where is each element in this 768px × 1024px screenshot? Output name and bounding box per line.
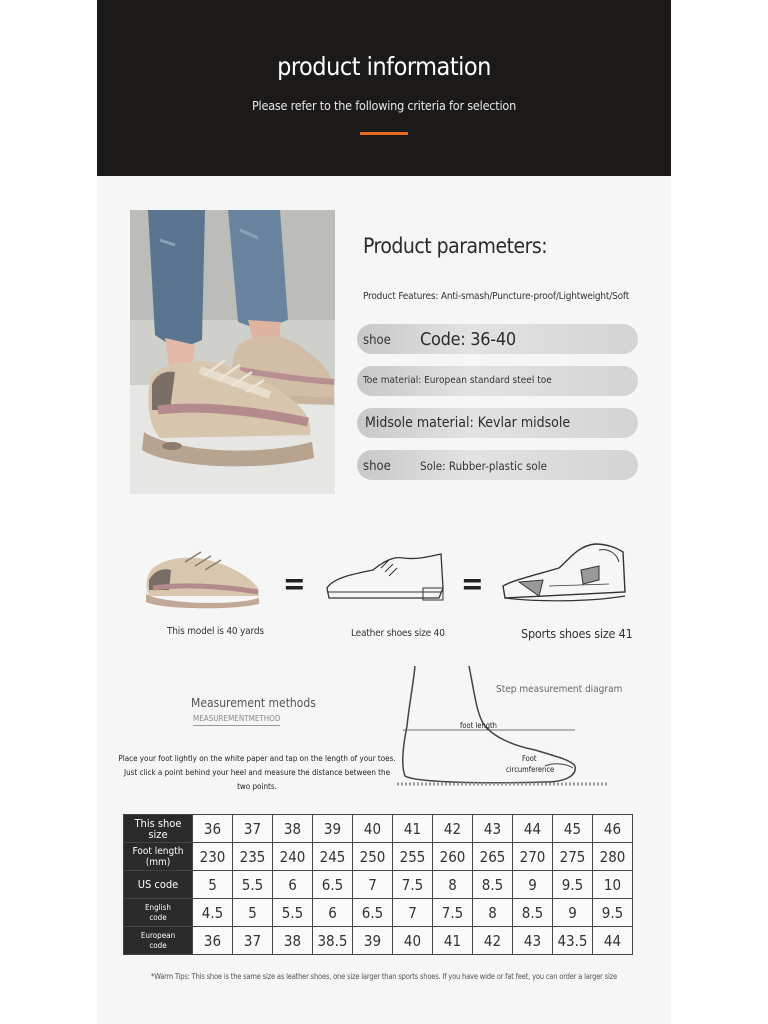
sneaker-photo-icon	[143, 540, 263, 614]
table-row	[124, 899, 633, 927]
table-cell: 7	[353, 871, 393, 899]
row-header	[124, 927, 193, 955]
table-cell: 5.5	[233, 871, 273, 899]
table-cell: 37	[233, 927, 273, 955]
product-photo	[130, 210, 335, 494]
row-header-line: code	[149, 912, 167, 922]
sole-label: shoe	[363, 459, 391, 474]
table-cell: 38	[273, 927, 313, 955]
table-cell: 43	[513, 927, 553, 955]
page-title: product information	[277, 52, 491, 81]
measurement-instruction-2: Just click a point behind your heel and measure the distance between the two points.	[124, 768, 390, 791]
table-cell: 6	[313, 899, 353, 927]
table-cell: 9.5	[593, 899, 633, 927]
toe-material: Toe material: European standard steel toe	[363, 375, 552, 386]
caption-leather-shoes: Leather shoes size 40	[351, 628, 445, 639]
table-cell: 36	[193, 927, 233, 955]
table-cell: 40	[353, 815, 393, 843]
header-banner	[97, 0, 671, 176]
table-cell: 39	[353, 927, 393, 955]
table-cell: 5.5	[273, 899, 313, 927]
table-cell: 275	[553, 843, 593, 871]
params-title: Product parameters:	[363, 234, 548, 258]
param-sole	[357, 450, 638, 480]
midsole-material: Midsole material: Kevlar midsole	[365, 415, 571, 431]
table-cell: 4.5	[193, 899, 233, 927]
measurement-subtitle: MEASUREMENTMETHOD	[193, 714, 280, 726]
row-header-line: code	[149, 940, 167, 950]
table-cell: 245	[313, 843, 353, 871]
table-cell: 8.5	[473, 871, 513, 899]
step-diagram-title: Step measurement diagram	[496, 684, 623, 695]
param-code	[357, 324, 638, 354]
table-cell: 38.5	[313, 927, 353, 955]
table-cell: 7.5	[393, 871, 433, 899]
table-cell: 250	[353, 843, 393, 871]
table-cell: 39	[313, 815, 353, 843]
table-cell: 270	[513, 843, 553, 871]
table-cell: 41	[393, 815, 433, 843]
table-cell: 38	[273, 815, 313, 843]
foot-circ-label-1: Foot	[522, 754, 537, 763]
table-cell: 41	[433, 927, 473, 955]
sports-shoe-sketch-icon	[499, 540, 627, 612]
table-row	[124, 871, 633, 899]
table-cell: 36	[193, 815, 233, 843]
page-subtitle: Please refer to the following criteria for selection	[251, 98, 517, 113]
foot-diagram-icon	[395, 666, 615, 794]
row-header: This shoe size	[124, 815, 193, 843]
table-cell: 43.5	[553, 927, 593, 955]
table-cell: 7	[393, 899, 433, 927]
table-cell: 44	[593, 927, 633, 955]
row-header-line: European	[140, 930, 176, 940]
table-cell: 10	[593, 871, 633, 899]
row-header: Foot length (mm)	[124, 843, 193, 871]
row-header-line: English	[145, 902, 171, 912]
product-info-page	[97, 0, 671, 1024]
table-cell: 42	[473, 927, 513, 955]
measurement-title: Measurement methods	[191, 696, 316, 710]
table-cell: 6	[273, 871, 313, 899]
row-header	[124, 899, 193, 927]
table-cell: 260	[433, 843, 473, 871]
table-cell: 46	[593, 815, 633, 843]
param-midsole	[357, 408, 638, 438]
table-row	[124, 843, 633, 871]
equals-sign-1: =	[283, 567, 306, 602]
table-cell: 240	[273, 843, 313, 871]
leather-shoe-sketch-icon	[323, 548, 445, 608]
product-features: Product Features: Anti-smash/Puncture-proof/Lightweight/Soft	[363, 291, 630, 302]
table-row	[124, 927, 633, 955]
code-label: shoe	[363, 333, 391, 348]
sole-material: Sole: Rubber-plastic sole	[420, 459, 547, 473]
warm-tip: *Warm Tips: This shoe is the same size as leather shoes, one size larger than sports shoes. If you have wide or fat feet, you can order a larger size	[151, 972, 617, 981]
table-cell: 265	[473, 843, 513, 871]
table-cell: 42	[433, 815, 473, 843]
caption-sports-shoes: Sports shoes size 41	[521, 626, 633, 641]
caption-this-model: This model is 40 yards	[167, 626, 264, 637]
table-cell: 43	[473, 815, 513, 843]
code-value: Code: 36-40	[420, 329, 516, 350]
table-cell: 230	[193, 843, 233, 871]
table-cell: 255	[393, 843, 433, 871]
table-cell: 9	[513, 871, 553, 899]
measurement-instruction-1: Place your foot lightly on the white paper and tap on the length of your toes.	[118, 754, 396, 763]
table-cell: 235	[233, 843, 273, 871]
table-cell: 44	[513, 815, 553, 843]
row-header: US code	[124, 871, 193, 899]
table-cell: 8.5	[513, 899, 553, 927]
accent-divider	[360, 132, 408, 135]
table-cell: 9.5	[553, 871, 593, 899]
table-cell: 40	[393, 927, 433, 955]
param-toe	[357, 366, 638, 396]
table-cell: 9	[553, 899, 593, 927]
table-cell: 7.5	[433, 899, 473, 927]
table-cell: 280	[593, 843, 633, 871]
table-cell: 8	[473, 899, 513, 927]
table-cell: 5	[233, 899, 273, 927]
table-cell: 6.5	[353, 899, 393, 927]
table-cell: 8	[433, 871, 473, 899]
table-cell: 37	[233, 815, 273, 843]
size-table	[123, 814, 633, 955]
table-row	[124, 815, 633, 843]
table-cell: 5	[193, 871, 233, 899]
table-cell: 6.5	[313, 871, 353, 899]
foot-circ-label-2: circumference	[506, 765, 555, 774]
foot-length-label: foot length	[460, 721, 497, 730]
equals-sign-2: =	[461, 567, 484, 602]
table-cell: 45	[553, 815, 593, 843]
